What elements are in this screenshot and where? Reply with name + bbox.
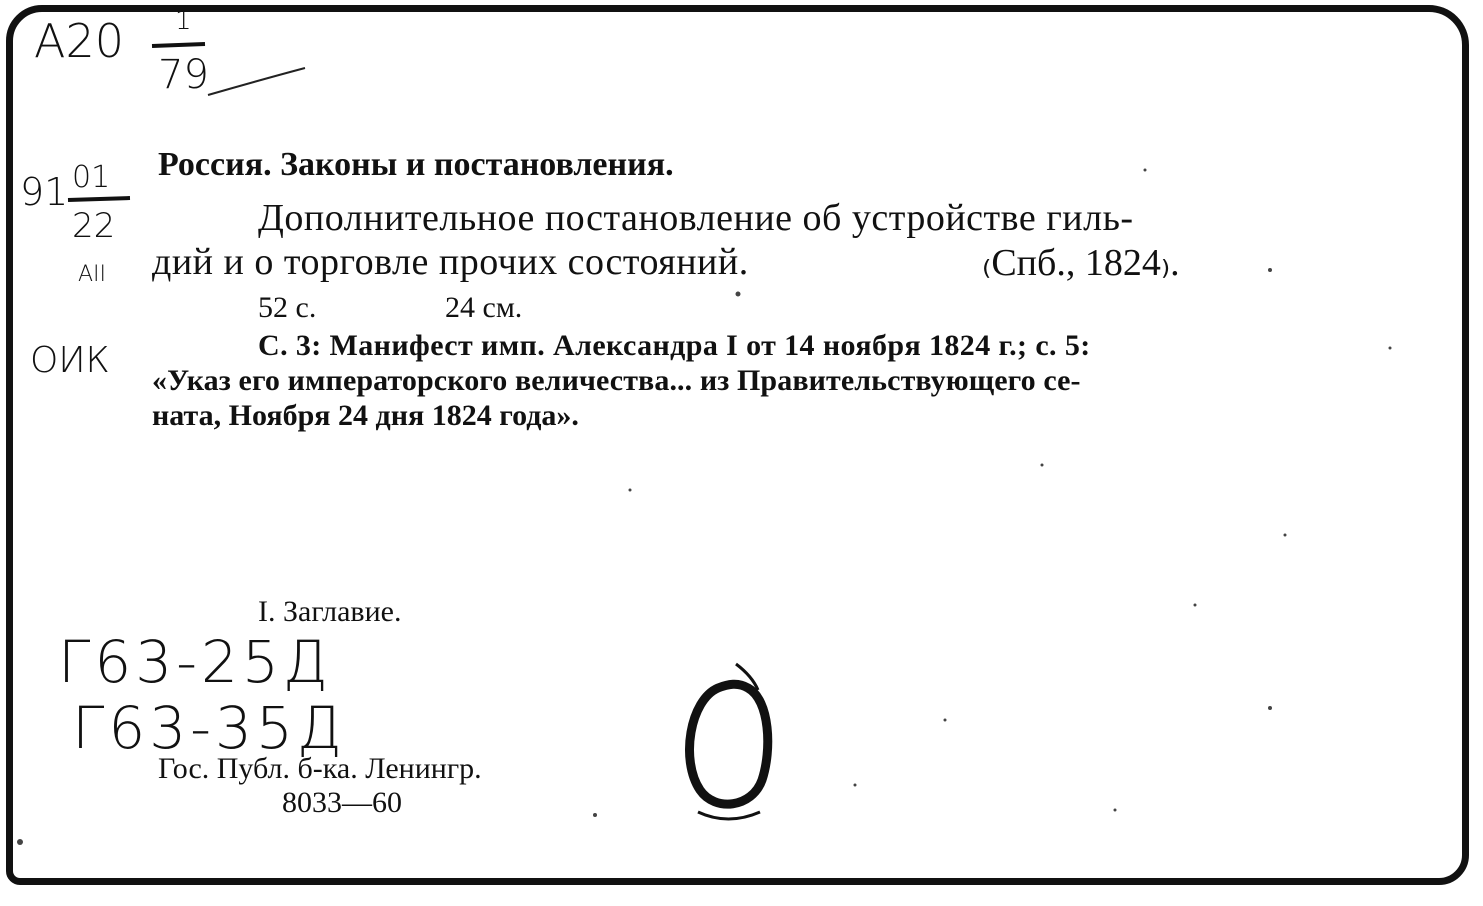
fraction-bar-left bbox=[68, 198, 130, 200]
record-title-line1: Дополнительное постановление об устройстве гиль- bbox=[258, 197, 1134, 239]
scan-specks bbox=[17, 169, 1392, 846]
handwritten-shelfmark-2: Г63-35Д bbox=[72, 694, 346, 762]
fraction-bar-top bbox=[152, 44, 205, 46]
oval-underline bbox=[698, 812, 760, 819]
record-imprint: ₍Спб., 1824₎. bbox=[982, 242, 1180, 284]
oval-mark bbox=[690, 684, 768, 804]
record-note-line2: «Указ его императорского величества... из Правительствующего се- bbox=[152, 364, 1081, 397]
underline-top bbox=[208, 68, 305, 95]
record-tracing: I. Заглавие. bbox=[258, 595, 402, 628]
record-note-line1: С. 3: Манифест имп. Александра I от 14 ноября 1824 г.; с. 5: bbox=[258, 329, 1091, 362]
handwritten-code-left-suffix: AII bbox=[78, 262, 107, 287]
handwritten-code-left: 91 bbox=[20, 170, 69, 214]
record-note-line3: ната, Ноября 24 дня 1824 года». bbox=[152, 399, 579, 432]
handwritten-mark-oik: ОИК bbox=[30, 340, 110, 381]
record-collation-size: 24 см. bbox=[445, 291, 523, 324]
handwritten-fraction-top-num: 1 bbox=[175, 6, 192, 36]
handwritten-code-top: A20 bbox=[34, 14, 125, 68]
handwritten-fraction-left-num: 01 bbox=[72, 160, 111, 195]
handwritten-fraction-top-den: 79 bbox=[158, 52, 209, 98]
handwritten-shelfmark-1: Г63-25Д bbox=[58, 628, 332, 696]
footer-library: Гос. Публ. б-ка. Ленингр. bbox=[158, 752, 482, 785]
record-title-line2: дий и о торговле прочих состояний. bbox=[152, 241, 749, 283]
record-collation-pages: 52 с. bbox=[258, 291, 317, 324]
footer-number: 8033—60 bbox=[282, 786, 402, 819]
record-heading: Россия. Законы и постановления. bbox=[158, 146, 674, 183]
handwritten-fraction-left-den: 22 bbox=[72, 206, 116, 246]
